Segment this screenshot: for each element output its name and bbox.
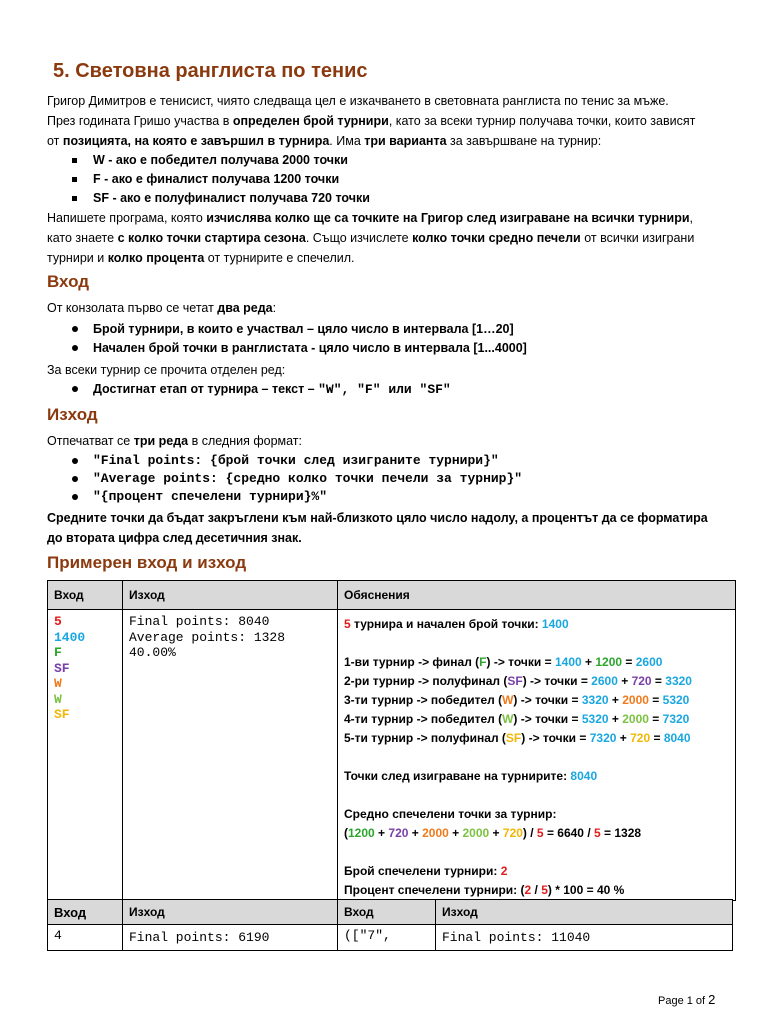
- expl-after: Точки след изиграване на турнирите: 8040: [344, 769, 598, 783]
- t2-output-1: Final points: 6190: [123, 925, 338, 951]
- task-line-2: като знаете с колко точки стартира сезона. Също изчислете колко точки средно печели от всички изиграни: [47, 231, 695, 245]
- header-input: Вход: [48, 581, 123, 610]
- example-output-cell: [123, 610, 338, 901]
- expl-avg-calc: (1200 + 720 + 2000 + 2000 + 720) / 5 = 6640 / 5 = 1328: [344, 826, 642, 840]
- expl-tournament-1: 1-ви турнир -> финал (F) -> точки = 1400 + 1200 = 2600: [344, 655, 663, 669]
- input-section: [47, 298, 737, 399]
- output-line: 40.00%: [129, 645, 176, 660]
- option-sf: SF - ако е полуфиналист получава 720 точки: [47, 189, 737, 208]
- header-output: Изход: [123, 581, 338, 610]
- input-line: 5: [54, 614, 62, 629]
- t2-header-output-1: Изход: [123, 900, 338, 925]
- input-line: W: [54, 691, 62, 707]
- intro-line-2: През годината Гришо участва в определен брой турнири, като за всеки турнир получава точки, които зависят: [47, 114, 696, 128]
- expl-tournament-3: 3-ти турнир -> победител (W) -> точки = 3320 + 2000 = 5320: [344, 693, 690, 707]
- output-list: [47, 452, 747, 506]
- input-intro: От конзолата първо се четат два реда:: [47, 301, 277, 315]
- input-line: SF: [54, 660, 70, 676]
- output-line: Average points: 1328: [129, 629, 286, 645]
- stage-item: Достигнат етап от турнира – текст – "W", "F" или "SF": [47, 380, 737, 399]
- expl-won: Брой спечелени турнири: 2: [344, 864, 508, 878]
- stage-list: [47, 380, 737, 399]
- header-explanation: Обяснения: [338, 581, 736, 610]
- option-w: W - ако е победител получава 2000 точки: [47, 151, 737, 170]
- output-heading: Изход: [47, 405, 98, 424]
- input-list: [47, 320, 737, 358]
- option-f: F - ако е финалист получава 1200 точки: [47, 170, 737, 189]
- input-heading: Вход: [47, 272, 90, 291]
- expl-percent: Процент спечелени турнири: (2 / 5) * 100 = 40 %: [344, 883, 625, 897]
- expl-tournament-2: 2-ри турнир -> полуфинал (SF) -> точки = 2600 + 720 = 3320: [344, 674, 692, 688]
- page-title: 5. Световна ранглиста по тенис: [53, 60, 368, 82]
- example-input-cell: [48, 610, 123, 901]
- output-intro: Отпечатват се три реда в следния формат:: [47, 434, 302, 448]
- input-line: SF: [54, 707, 70, 722]
- example-heading: Примерен вход и изход: [47, 553, 247, 572]
- expl-intro: 5 турнира и начален брой точки: 1400: [344, 617, 569, 631]
- page-footer: Page 1 of 2: [658, 992, 716, 1007]
- output-item-average: "Average points: {средно колко точки печели за турнир}": [47, 470, 747, 488]
- options-list: [47, 151, 737, 208]
- output-note-2: до втората цифра след десетичния знак.: [47, 531, 302, 545]
- t2-input-2: (["7",: [338, 925, 436, 951]
- output-item-percent: "{процент спечелени турнири}%": [47, 488, 747, 506]
- example-table-2: [47, 899, 733, 951]
- input-item-count: Брой турнири, в които е участвал – цяло число в интервала [1…20]: [47, 320, 737, 339]
- output-line: Final points: 8040: [129, 614, 270, 629]
- output-note-1: Средните точки да бъдат закръглени към най-близкото цяло число надолу, а процентът да се форматира: [47, 511, 708, 525]
- expl-tournament-4: 4-ти турнир -> победител (W) -> точки = 5320 + 2000 = 7320: [344, 712, 690, 726]
- example-explanation-cell: [338, 610, 736, 901]
- task-line-3: турнири и колко процента от турнирите е спечелил.: [47, 251, 355, 265]
- expl-avg-title: Средно спечелени точки за турнир:: [344, 807, 557, 821]
- expl-tournament-5: 5-ти турнир -> полуфинал (SF) -> точки = 7320 + 720 = 8040: [344, 731, 691, 745]
- intro-line-3: от позицията, на която е завършил в турнира. Има три варианта за завършване на турнир:: [47, 134, 602, 148]
- t2-input-1: 4: [48, 925, 123, 951]
- input-line: 1400: [54, 629, 86, 645]
- intro-section: [47, 91, 737, 268]
- task-line-1: Напишете програма, която изчислява колко ще са точките на Григор след изиграване на всички турнири,: [47, 211, 694, 225]
- input-item-points: Начален брой точки в ранглистата - цяло число в интервала [1...4000]: [47, 339, 737, 358]
- per-tournament-note: За всеки турнир се прочита отделен ред:: [47, 363, 286, 377]
- intro-line-1: Григор Димитров е тенисист, чиято следваща цел е изкачването в световната ранглиста по тенис за мъже.: [47, 94, 669, 108]
- output-item-final: "Final points: {брой точки след изиграните турнири}": [47, 452, 747, 470]
- input-line: W: [54, 676, 62, 691]
- t2-output-2: Final points: 11040: [436, 925, 733, 951]
- t2-header-input-2: Вход: [338, 900, 436, 925]
- t2-header-input-1: Вход: [48, 900, 123, 925]
- example-table: [47, 580, 736, 901]
- input-line: F: [54, 645, 62, 660]
- t2-header-output-2: Изход: [436, 900, 733, 925]
- output-section: [47, 431, 747, 548]
